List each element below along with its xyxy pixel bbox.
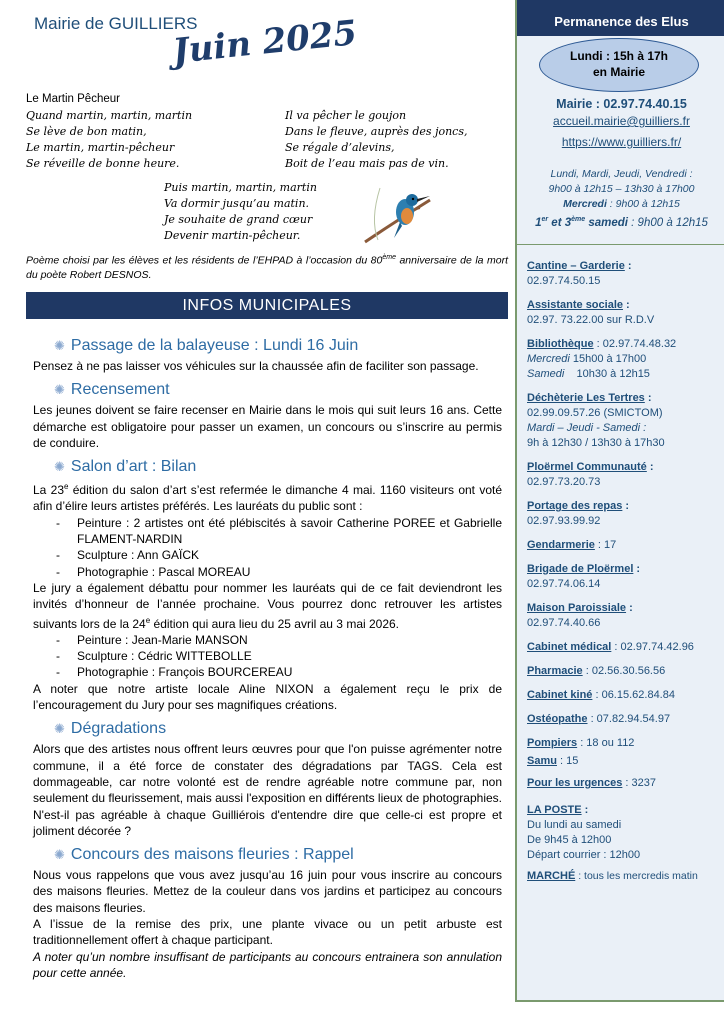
paragraph: Alors que des artistes nous offrent leurs œuvres pour que l'on puisse agrémenter notre commune, il a été force de constater des dégradations par TAGS. Cela est dommageable, car notre volonté est de rendre agréable notre commune par, non seulement du fleurissement, mais aussi l'exposition en différents lieux de photographies. N'est-il pas agréable à chaque Guilliérois d'entendre dire que celle-ci est propre et joliment décorée ?: [33, 742, 503, 838]
contact-marche: [527, 869, 723, 884]
contact-osteopathe: [527, 712, 723, 727]
contact-sep: :: [624, 260, 632, 272]
section-title: Salon d’art : Bilan: [70, 458, 197, 476]
news-content: [33, 330, 502, 981]
contact-sep: :: [622, 500, 630, 512]
contact-kine: [527, 688, 723, 703]
hours-sup: ème: [571, 216, 586, 223]
contact-value: 02.97.74.40.66: [527, 617, 601, 629]
text-part: édition du salon d’art s’est refermée le dimanche 4 mai. 1160 visiteurs ont voté afin d’élire leurs artistes préférés. Les lauréats du public sont :: [33, 483, 503, 514]
contact-value: Départ courrier : 12h00: [527, 849, 641, 861]
section-heading: [54, 380, 502, 400]
contact-value: : 02.56.30.56.56: [582, 665, 666, 677]
poem-line: Il va pêcher le goujon: [285, 109, 407, 122]
contact-label: MARCHÉ: [527, 870, 576, 882]
opening-hours: [517, 167, 724, 231]
poem-title: Le Martin Pêcheur: [26, 93, 120, 105]
contact-value: : 02.97.74.42.96: [611, 641, 694, 653]
list-item: - Photographie : François BOURCEREAU: [33, 664, 502, 680]
poem-line: Le martin, martin-pêcheur: [26, 141, 175, 154]
poem-line: Devenir martin-pêcheur.: [164, 229, 301, 242]
contact-maison-paroissiale: [527, 601, 723, 631]
poem-line: Puis martin, martin, martin: [164, 181, 317, 194]
text-sup: e: [145, 615, 151, 625]
sidebar: [515, 0, 724, 1002]
contact-label: Cantine – Garderie: [527, 260, 625, 272]
poem-stanza-2: [285, 108, 467, 172]
contact-value: Du lundi au samedi: [527, 819, 622, 831]
sun-icon: ✺: [54, 382, 65, 398]
contact-value: 15h00 à 17h00: [569, 353, 647, 365]
section-heading: [54, 457, 502, 477]
contact-label: LA POSTE: [527, 804, 582, 816]
sun-icon: ✺: [54, 459, 65, 475]
contact-value: 10h30 à 12h15: [564, 368, 650, 380]
contact-cabinet-medical: [527, 640, 723, 655]
contact-portage-repas: [527, 499, 723, 529]
sidebar-title: Permanence des Elus: [554, 14, 689, 29]
contact-value: De 9h45 à 12h00: [527, 834, 612, 846]
contact-pompiers: [527, 736, 723, 751]
contacts-list: [527, 259, 723, 893]
oval-line: en Mairie: [592, 65, 646, 79]
hours-line: 9h00 à 12h15 – 13h30 à 17h00: [548, 183, 695, 195]
contact-pharmacie: [527, 664, 723, 679]
contact-sep: :: [581, 804, 589, 816]
list-item: - Peinture : 2 artistes ont été plébiscités à savoir Catherine POREE et Gabrielle FLAMENT-NARDIN: [33, 515, 502, 548]
contact-day: Samedi: [527, 368, 565, 380]
contact-day: Mercredi: [527, 353, 570, 365]
text-part: édition qui aura lieu du 25 avril au 3 mai 2026.: [150, 616, 400, 631]
hours-label: samedi: [585, 216, 628, 229]
hours-part: 1: [535, 216, 542, 229]
paragraph: Les jeunes doivent se faire recenser en Mairie dans le mois qui suit leurs 16 ans. Cette démarche est obligatoire pour passer un examen, un concours ou s’inscrire au permis de conduire.: [33, 403, 502, 450]
contact-label: Samu: [527, 755, 557, 767]
section-title: Recensement: [70, 381, 170, 399]
text-part: La 23: [33, 483, 64, 498]
hours-line: [517, 197, 724, 212]
text-part: Le jury a également débattu pour nommer les lauréats qui de ce fait deviendront les invités d’honneur de l’année prochaine. Vous pourrez donc retrouver les artistes suivants lors de la 24: [33, 580, 502, 631]
hours-line: Lundi, Mardi, Jeudi, Vendredi :: [550, 168, 693, 180]
divider: [517, 244, 724, 245]
contact-label: Maison Paroissiale: [527, 602, 627, 614]
contact-sep: :: [623, 299, 630, 311]
website-link[interactable]: https://www.guilliers.fr/: [561, 135, 682, 149]
poem-note-part: Poème choisi par les élèves et les résidents de l’EHPAD à l’occasion du 80: [26, 254, 383, 267]
sun-icon: ✺: [54, 721, 65, 737]
contact-bibliotheque: [527, 337, 723, 382]
contact-ploermel-communaute: [527, 460, 723, 490]
contact-value: : tous les mercredis matin: [575, 870, 698, 882]
month-title: Juin 2025: [170, 12, 359, 72]
hours-line: [517, 212, 724, 231]
list-item: - Photographie : Pascal MOREAU: [33, 564, 502, 580]
contact-value: 02.97. 73.22.00 sur R.D.V: [527, 314, 655, 326]
contact-label: Ostéopathe: [527, 713, 588, 725]
contact-sep: :: [633, 563, 641, 575]
paragraph: A noter que notre artiste locale Aline NIXON a également reçu le prix de l’encouragement du Jury pour ses magnifiques créations.: [33, 681, 502, 713]
section-title: Concours des maisons fleuries : Rappel: [70, 846, 354, 864]
paragraph: A l’issue de la remise des prix, une plante vivace ou un petit arbuste est traditionnellement offert à chaque participant.: [33, 917, 502, 948]
list-item: - Sculpture : Cédric WITTEBOLLE: [33, 648, 502, 664]
contact-value: : 18 ou 112: [577, 737, 635, 749]
contact-value: 02.99.09.57.26 (SMICTOM): [527, 407, 663, 419]
contact-label: Gendarmerie: [527, 539, 595, 551]
contact-value: 02.97.74.06.14: [527, 578, 601, 590]
contact-value: 02.97.74.50.15: [527, 275, 601, 287]
contact-label: Ploërmel Communauté: [527, 461, 647, 473]
contact-value: 02.97.93.99.92: [527, 515, 601, 527]
poem-line: Se réveille de bonne heure.: [26, 157, 180, 170]
contact-label: Brigade de Ploërmel: [527, 563, 634, 575]
paragraph: Nous vous rappelons que vous avez jusqu’au 16 juin pour vous inscrire au concours des maisons fleuries. Mettez de la couleur dans vos jardins et participez au concours des maisons fleuries.: [33, 868, 502, 915]
email-link[interactable]: accueil.mairie@guilliers.fr: [553, 114, 690, 128]
kingfisher-illustration: [360, 180, 435, 250]
paragraph: [33, 479, 502, 515]
poem-note: [26, 251, 508, 282]
contact-label: Cabinet kiné: [527, 689, 593, 701]
poem-line: Se lève de bon matin,: [26, 125, 147, 138]
poem-line: Je souhaite de grand cœur: [164, 213, 313, 226]
contact-label: Déchèterie Les Tertres: [527, 392, 645, 404]
poem-note-part: anniversaire de la mort du poète Robert DESNOS.: [26, 254, 508, 281]
contact-gendarmerie: [527, 538, 723, 553]
contact-urgences: [527, 776, 723, 791]
contact-sep: :: [626, 602, 633, 614]
poem-line: Quand martin, martin, martin: [26, 109, 193, 122]
hours-sup: er: [541, 216, 549, 223]
contact-value: : 3237: [622, 777, 657, 789]
contact-value: : 06.15.62.84.84: [592, 689, 675, 701]
contact-value: Mardi – Jeudi - Samedi :: [527, 422, 647, 434]
hours-value: : 9h00 à 12h15: [627, 216, 708, 229]
laureates-list: [33, 515, 502, 580]
contact-la-poste: [527, 803, 723, 863]
contact-sep: :: [646, 461, 654, 473]
list-item: - Sculpture : Ann GAÏCK: [33, 547, 502, 563]
permanence-oval: [539, 38, 699, 92]
contact-label: Assistante sociale: [527, 299, 623, 311]
guests-list: [33, 632, 502, 681]
section-title: Dégradations: [70, 720, 167, 738]
poem-line: Boit de l’eau mais pas de vin.: [285, 157, 449, 170]
poem-note-sup: ème: [382, 254, 396, 261]
contact-value: : 17: [594, 539, 617, 551]
contact-value: : 15: [556, 755, 579, 767]
contact-label: Bibliothèque: [527, 338, 594, 350]
paragraph: Pensez à ne pas laisser vos véhicules sur la chaussée afin de faciliter son passage.: [33, 359, 479, 373]
contact-label: Portage des repas: [527, 500, 623, 512]
poem-line: Se régale d’alevins,: [285, 141, 395, 154]
text-sup: e: [64, 482, 69, 492]
contact-value: : 02.97.74.48.32: [593, 338, 677, 350]
hours-label: Mercredi: [563, 198, 607, 210]
contact-samu: [527, 754, 723, 769]
contact-value: 02.97.73.20.73: [527, 476, 601, 488]
section-title: Passage de la balayeuse : Lundi 16 Juin: [70, 337, 359, 354]
section-banner: INFOS MUNICIPALES: [26, 292, 508, 319]
section-heading: [54, 719, 502, 739]
section-heading: [54, 336, 502, 356]
hours-value: : 9h00 à 12h15: [606, 198, 680, 210]
poem-line: Va dormir jusqu’au matin.: [164, 197, 310, 210]
contact-value: : 07.82.94.54.97: [587, 713, 671, 725]
contact-brigade: [527, 562, 723, 592]
contact-decheterie: [527, 391, 723, 451]
sun-icon: ✺: [54, 847, 65, 863]
contact-label: Pharmacie: [527, 665, 583, 677]
contact-label: Pompiers: [527, 737, 578, 749]
hours-part: et 3: [548, 216, 572, 229]
poem-stanza-3: [164, 180, 317, 244]
paragraph: A noter qu’un nombre insuffisant de participants au concours entrainera son annulation pour cette année.: [33, 949, 502, 980]
paragraph: [33, 580, 502, 632]
section-heading: [54, 845, 502, 865]
poem-line: Dans le fleuve, auprès des joncs,: [285, 125, 468, 138]
contact-sep: :: [644, 392, 652, 404]
sun-icon: ✺: [54, 338, 65, 353]
mairie-phone: Mairie : 02.97.74.40.15: [556, 97, 687, 111]
poem-stanza-1: [26, 108, 192, 172]
contact-value: 9h à 12h30 / 13h30 à 17h30: [527, 437, 665, 449]
contact-label: Cabinet médical: [527, 641, 612, 653]
contact-label: Pour les urgences: [527, 777, 623, 789]
mairie-title: Mairie de GUILLIERS: [34, 14, 198, 33]
contact-assistante: [527, 298, 723, 328]
list-item: - Peinture : Jean-Marie MANSON: [33, 632, 502, 648]
oval-line: Lundi : 15h à 17h: [569, 49, 668, 63]
contact-cantine: [527, 259, 723, 289]
